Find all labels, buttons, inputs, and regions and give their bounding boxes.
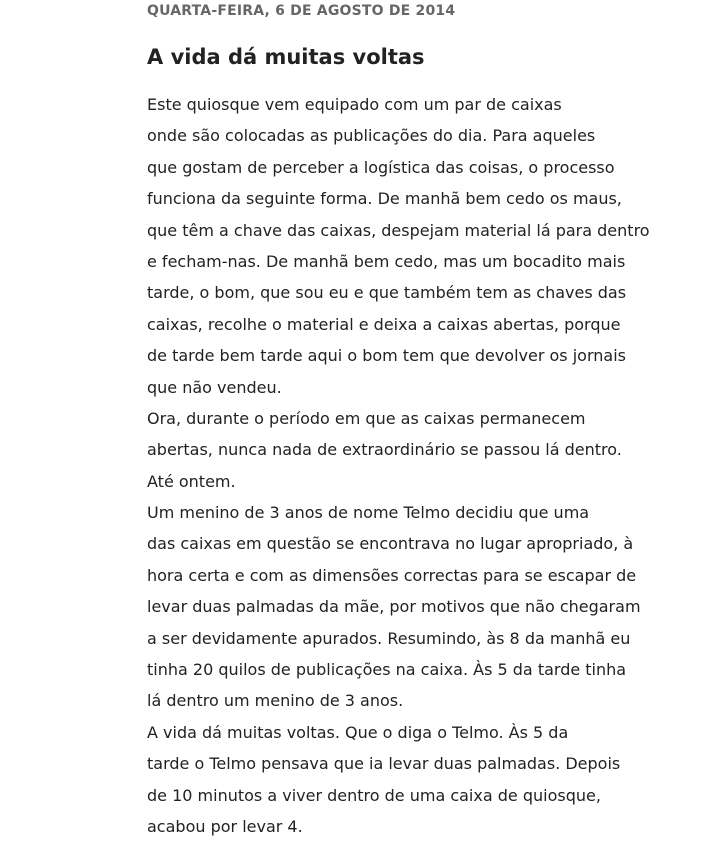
body-line: lá dentro um menino de 3 anos. [147, 691, 404, 711]
body-line: de 10 minutos a viver dentro de uma caixa de quiosque, [147, 785, 601, 805]
body-line: das caixas em questão se encontrava no lugar apropriado, à [147, 534, 634, 554]
body-line: tarde o Telmo pensava que ia levar duas palmadas. Depois [147, 754, 621, 774]
body-line: tinha 20 quilos de publicações na caixa. Às 5 da tarde tinha [147, 660, 627, 680]
body-line: funciona da seguinte forma. De manhã bem cedo os maus, [147, 189, 622, 209]
body-line: Este quiosque vem equipado com um par de caixas [147, 95, 562, 114]
post-body [147, 89, 687, 842]
body-line: caixas, recolhe o material e deixa a caixas abertas, porque [147, 314, 621, 334]
body-line: onde são colocadas as publicações do dia. Para aqueles [147, 126, 596, 146]
body-line: Um menino de 3 anos de nome Telmo decidiu que uma [147, 503, 590, 523]
body-line: abertas, nunca nada de extraordinário se passou lá dentro. [147, 440, 622, 460]
body-line: Até ontem. [147, 471, 236, 491]
body-line: A vida dá muitas voltas. Que o diga o Telmo. Às 5 da [147, 722, 569, 742]
body-line: que têm a chave das caixas, despejam material lá para dentro [147, 220, 650, 240]
post-title: A vida dá muitas voltas [147, 45, 425, 69]
body-line: hora certa e com as dimensões correctas para se escapar de [147, 565, 637, 585]
body-line: que gostam de perceber a logística das coisas, o processo [147, 157, 615, 177]
body-line: e fecham-nas. De manhã bem cedo, mas um bocadito mais [147, 251, 626, 271]
body-line: levar duas palmadas da mãe, por motivos que não chegaram [147, 597, 641, 617]
body-line: Ora, durante o período em que as caixas permanecem [147, 408, 586, 428]
body-line: que não vendeu. [147, 377, 282, 397]
body-line: acabou por levar 4. [147, 816, 303, 836]
body-line: tarde, o bom, que sou eu e que também tem as chaves das [147, 283, 627, 303]
post-date: QUARTA-FEIRA, 6 DE AGOSTO DE 2014 [147, 3, 456, 19]
body-line: a ser devidamente apurados. Resumindo, às 8 da manhã eu [147, 628, 631, 648]
body-line: de tarde bem tarde aqui o bom tem que devolver os jornais [147, 346, 626, 366]
